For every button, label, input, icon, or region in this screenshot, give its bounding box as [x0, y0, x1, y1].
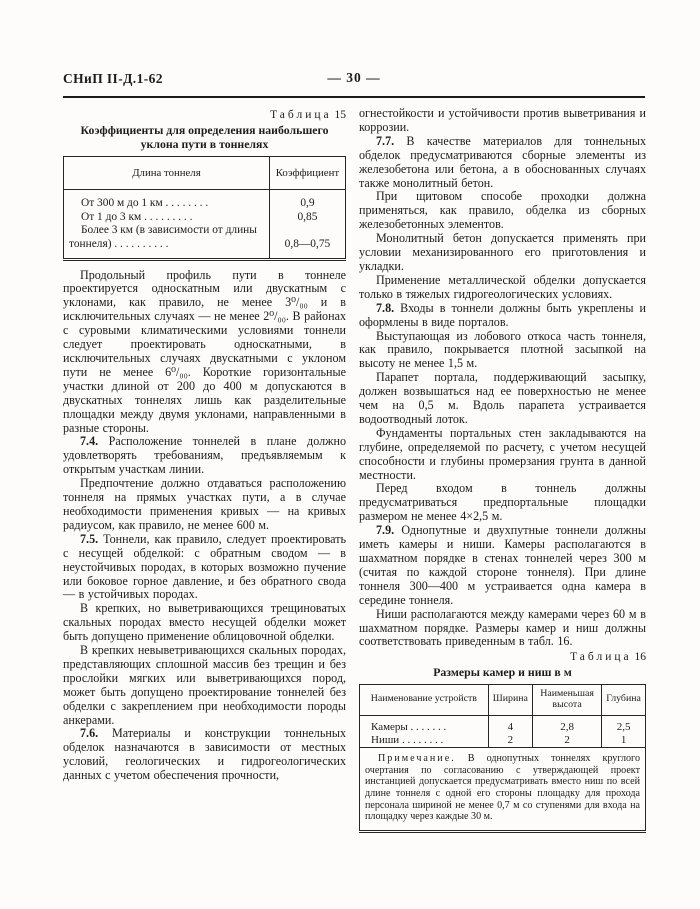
table16-title: Размеры камер и ниш в м: [433, 665, 572, 680]
paragraph-7-9: 7.9. Однопутные и двухпутные тоннели должны иметь камеры и ниши. Камеры располагаются в шахматном порядке в стенах тоннелей через 300 м (считая по каждой стороне тоннеля). При длине тоннеля 300—400 м устраивается одна камера в середине тоннеля.: [359, 523, 646, 607]
paragraph: Продольный профиль пути в тоннеле проектируется односкатным или двускатным с уклонами, как правило, не менее 3⁰/₀₀ и в исключительных случаях — не менее 2⁰/₀₀. В районах с суровыми климатическими условиями тоннели следует проектировать односкатными, в исключительных случаях двускатными с уклоном пути не менее 6⁰/₀₀. Короткие горизонтальные участки длиной от 200 до 400 м допускаются в двускатных тоннелях лишь как разделительные площадки между двумя уклонами, направленными в разные стороны.: [63, 267, 346, 435]
page-number: — 30 —: [327, 70, 381, 85]
table16-row1-width: 2: [488, 734, 532, 748]
paragraph-7-8: 7.8. Входы в тоннели должны быть укреплены и оформлены в виде порталов.: [359, 300, 646, 329]
table16-header-row: [360, 684, 646, 715]
table15-row0-value: 0,9: [269, 190, 345, 211]
table16-row1-height: 2: [533, 734, 602, 748]
paragraph-continuation: огнестойкости и устойчивости против выветривания и коррозии.: [359, 106, 646, 134]
table16-note: [360, 747, 646, 831]
table16-row0-height: 2,8: [533, 715, 602, 734]
paragraph: Предпочтение должно отдаваться расположению тоннеля на прямых участках пути, а в случае необходимости применения кривых — на кривых радиусом, как правило, не менее 600 м.: [63, 476, 346, 532]
table16-col-name: Наименование устройств: [360, 684, 489, 715]
table15-title: Коэффициенты для определения наибольшего уклона пути в тоннелях: [80, 123, 329, 151]
paragraph: В крепких невыветривающихся скальных породах, представляющих сплошной массив без трещин и без прослойки мягких или выветривающихся пород, может быть допущено проектирование тоннелей без обделки с закреплением при необходимости породы анкерами.: [63, 643, 346, 727]
table15-col-length: Длина тоннеля: [64, 157, 270, 190]
note-text: В однопутных тоннелях круглого очертания по согласованию с утверждающей проект инстанцией допускается предусматривать вместо ниш по всей длине тоннеля с одной его стороны площадку для прохода персонала шириной не менее 0,7 м со ступенями для входа на площадку через каждые 30 м.: [365, 752, 640, 823]
table16-col-depth: Глубина: [602, 684, 646, 715]
paragraph: Фундаменты портальных стен закладываются на глубине, определяемой по расчету, с учетом несущей способности и глубины промерзания грунта в данной местности.: [359, 425, 646, 482]
paragraph: В крепких, но выветривающихся трещиноватых скальных породах вместо несущей обделки может быть допущено применение облицовочной обделки.: [63, 601, 346, 644]
paragraph: Выступающая из лобового откоса часть тоннеля, как правило, покрывается плотной засыпкой на высоту не менее 1,5 м.: [359, 328, 646, 371]
paragraph: При щитовом способе проходки должна применяться, как правило, обделка из сборных железобетонных элементов.: [359, 189, 646, 232]
table-row: [64, 211, 346, 225]
table16-label-number: 16: [634, 651, 646, 664]
paragraph: Парапет портала, поддерживающий засыпку, должен возвышаться над ее поверхностью не менее чем на 0,5 м. Вдоль парапета устраивается водоотводный лоток.: [359, 370, 646, 426]
table-row: [360, 734, 646, 748]
table16-col-height: Наименьшая высота: [533, 684, 602, 715]
table15-row2-value: 0,8—0,75: [269, 224, 345, 259]
table-row: [64, 190, 346, 211]
paragraph-7-4: 7.4. Расположение тоннелей в плане должно удовлетворять требованиям, предъявляемым к открытым участкам линии.: [63, 434, 346, 477]
table16-row1-name: Ниши . . . . . . . .: [371, 733, 444, 746]
table16-label: [359, 651, 646, 663]
table-row: [64, 224, 346, 259]
table16-row0-name: Камеры . . . . . . .: [371, 720, 447, 733]
paragraph: Применение металлической обделки допускается только в тяжелых гидрогеологических условиях.: [359, 272, 646, 301]
table16-col-width: Ширина: [488, 684, 532, 715]
table-16: [359, 684, 646, 833]
table16-label-word: Таблица: [570, 651, 632, 664]
paragraph-7-6: 7.6. Материалы и конструкции тоннельных обделок назначаются в зависимости от местных условий, геологических и гидрогеологических данных с учетом обеспечения прочности,: [63, 726, 346, 783]
two-column-layout: [63, 107, 645, 833]
paragraph-7-7: 7.7. В качестве материалов для тоннельных обделок предусматриваются сборные элементы из железобетона или бетона, а в обоснованных случаях также монолитный бетон.: [359, 133, 646, 190]
paragraph-7-5: 7.5. Тоннели, как правило, следует проектировать с несущей обделкой: с обратным сводом — в неустойчивых породах, в которых возможно пучение или боковое горное давление, и без обратного свода — в устойчивых породах.: [63, 531, 346, 602]
paragraph: Монолитный бетон допускается применять при условии механизированного его приготовления и укладки.: [359, 231, 646, 273]
table16-note-row: [360, 747, 646, 831]
table-15: [63, 156, 346, 260]
table15-row2-name: Более 3 км (в зависимости от длины тоннеля) . . . . . . . . . .: [69, 224, 257, 250]
table16-row1-depth: 1: [602, 734, 646, 748]
left-column: [63, 107, 346, 833]
table15-row1-name: От 1 до 3 км . . . . . . . . .: [81, 210, 193, 223]
paragraph: Ниши располагаются между камерами через 60 м в шахматном порядке. Размеры камер и ниш должны соответствовать приведенным в табл. 16.: [359, 606, 646, 649]
page-header: [63, 70, 645, 92]
right-column: [359, 107, 646, 833]
header-rule: [63, 96, 645, 98]
table15-row1-value: 0,85: [269, 211, 345, 225]
table15-col-coeff: Коэффициент: [269, 157, 345, 190]
doc-code: СНиП II-Д.1-62: [63, 71, 163, 86]
table15-header-row: [64, 157, 346, 190]
table15-label: [63, 109, 346, 121]
paragraph: Перед входом в тоннель должны предусматриваться предпортальные площадки размером не менее 4×2,5 м.: [359, 481, 646, 524]
table15-label-word: Таблица: [270, 109, 332, 121]
table16-row0-depth: 2,5: [602, 715, 646, 734]
table-row: [360, 715, 646, 734]
table16-row0-width: 4: [488, 715, 532, 734]
table15-label-number: 15: [334, 109, 346, 121]
table15-row0-name: От 300 м до 1 км . . . . . . . .: [81, 197, 209, 210]
note-label: Примечание.: [378, 752, 456, 764]
